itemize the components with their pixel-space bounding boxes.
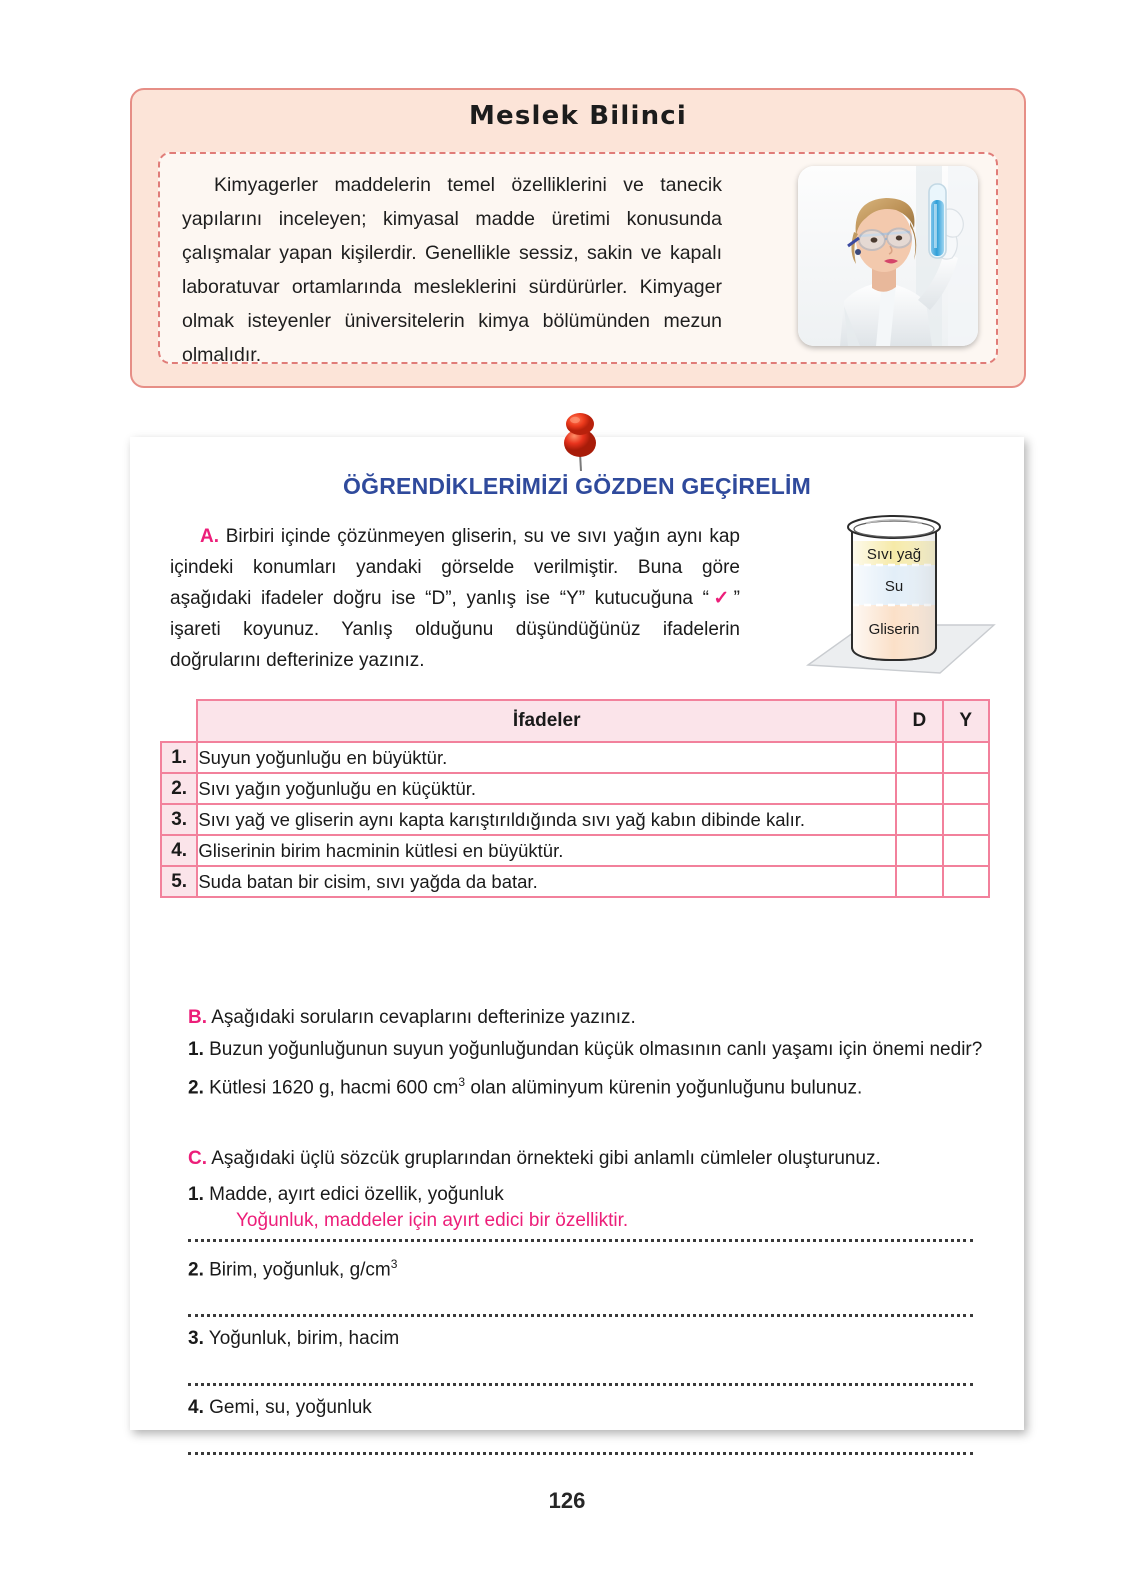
row-number: 2. — [161, 773, 197, 804]
section-a-text-part1: Birbiri içinde çözünmeyen gliserin, su ve sıvı yağın aynı kap içindeki konumları yandaki görselde verilmiştir. Buna göre aşağıdaki ifadeler doğru ise “D”, yanlış ise “Y” kutucuğuna “ — [170, 526, 740, 609]
row-statement: Gliserinin birim hacminin kütlesi en büyüktür. — [197, 835, 896, 866]
question-2-text-b: olan alüminyum kürenin yoğunluğunu bulunuz. — [465, 1077, 863, 1099]
c-item-2-text: Birim, yoğunluk, g/cm — [203, 1259, 391, 1281]
header-spacer — [161, 700, 197, 742]
table-row — [161, 804, 989, 835]
c-item-2-number: 2. — [188, 1259, 204, 1281]
row-number: 5. — [161, 866, 197, 897]
section-b-intro-text: Aşağıdaki soruların cevaplarını defterinize yazınız. — [207, 1007, 636, 1028]
beaker-label-oil: Sıvı yağ — [866, 546, 922, 563]
beaker-figure — [790, 497, 1000, 687]
section-a-letter: A. — [200, 526, 219, 547]
header-y: Y — [943, 700, 989, 742]
row-number: 3. — [161, 804, 197, 835]
section-c-item-4 — [156, 1392, 1001, 1424]
checkbox-d[interactable] — [896, 835, 942, 866]
checkbox-y[interactable] — [943, 866, 989, 897]
section-a-text-part2: ” işareti koyunuz. Yanlış olduğunu düşündüğünüz ifadelerin doğrularını defterinize yazınız. — [170, 588, 740, 671]
checkbox-d[interactable] — [896, 742, 942, 773]
question-2-text-a: Kütlesi 1620 g, hacmi 600 cm — [203, 1077, 459, 1099]
table-row — [161, 742, 989, 773]
c-item-1-number: 1. — [188, 1184, 204, 1205]
table-row — [161, 866, 989, 897]
c-item-2-exponent: 3 — [390, 1257, 398, 1271]
row-statement: Suda batan bir cisim, sıvı yağda da batar. — [197, 866, 896, 897]
question-2-exponent: 3 — [458, 1075, 466, 1089]
question-2-number: 2. — [188, 1077, 204, 1099]
checkbox-y[interactable] — [943, 742, 989, 773]
table-row — [161, 773, 989, 804]
page-number: 126 — [548, 1488, 586, 1513]
answer-line-4[interactable] — [188, 1426, 973, 1455]
row-statement: Suyun yoğunluğu en büyüktür. — [197, 742, 896, 773]
section-b-question-2 — [156, 1066, 1001, 1104]
section-c — [156, 1143, 1001, 1461]
section-c-item-3 — [156, 1323, 1001, 1355]
c-item-1-answer: Yoğunluk, maddeler için ayırt edici bir özelliktir. — [236, 1210, 629, 1231]
checkmark-icon: ✓ — [708, 588, 734, 609]
section-c-letter: C. — [188, 1148, 207, 1169]
review-card — [130, 437, 1024, 1430]
career-card-body-text: Kimyagerler maddelerin temel özelliklerini ve tanecik yapılarını inceleyen; kimyasal madde üretimi konusunda çalışmalar yapan kişilerdir. Genellikle sessiz, sakin ve kapalı laboratuvar ortamlarında mesleklerini sürdürürler. Kimyager olmak isteyenler üniversitelerin kimya bölümünden mezun olmalıdır. — [182, 174, 722, 366]
section-c-intro — [156, 1143, 1001, 1175]
header-statements: İfadeler — [197, 700, 896, 742]
checkbox-y[interactable] — [943, 773, 989, 804]
checkbox-y[interactable] — [943, 835, 989, 866]
c-item-1-text: Madde, ayırt edici özellik, yoğunluk — [203, 1184, 504, 1205]
question-1-text: Buzun yoğunluğunun suyun yoğunluğundan küçük olmasının canlı yaşamı için önemi nedir? — [203, 1039, 983, 1060]
career-card-inner-panel — [158, 152, 998, 364]
answer-line-2[interactable] — [188, 1288, 973, 1317]
table-header-row — [161, 700, 989, 742]
question-1-number: 1. — [188, 1039, 204, 1060]
section-c-intro-text: Aşağıdaki üçlü sözcük gruplarından örnekteki gibi anlamlı cümleler oluşturunuz. — [207, 1148, 881, 1169]
career-card-title: Meslek Bilinci — [468, 101, 688, 131]
c-item-3-number: 3. — [188, 1328, 204, 1350]
answer-line-1[interactable] — [188, 1210, 973, 1242]
table-row — [161, 835, 989, 866]
chemist-photo-illustration — [798, 166, 978, 346]
career-awareness-card — [130, 88, 1026, 388]
section-b-letter: B. — [188, 1007, 207, 1028]
pushpin-icon — [556, 409, 604, 477]
row-number: 4. — [161, 835, 197, 866]
section-b-intro — [156, 1002, 1001, 1034]
section-b — [156, 1002, 1001, 1104]
row-statement: Sıvı yağın yoğunluğu en küçüktür. — [197, 773, 896, 804]
section-a-paragraph — [170, 521, 740, 676]
checkbox-d[interactable] — [896, 804, 942, 835]
c-item-4-text: Gemi, su, yoğunluk — [203, 1397, 372, 1419]
c-item-4-number: 4. — [188, 1397, 204, 1419]
row-statement: Sıvı yağ ve gliserin aynı kapta karıştırıldığında sıvı yağ kabın dibinde kalır. — [197, 804, 896, 835]
section-a-text — [170, 521, 740, 676]
section-c-item-2 — [156, 1248, 1001, 1286]
review-heading: ÖĞRENDİKLERİMİZİ GÖZDEN GEÇİRELİM — [343, 473, 811, 499]
beaker-label-glycerin: Gliserin — [868, 621, 920, 638]
beaker-label-water: Su — [884, 578, 904, 595]
row-number: 1. — [161, 742, 197, 773]
c-item-3-text: Yoğunluk, birim, hacim — [203, 1328, 400, 1350]
header-d: D — [896, 700, 942, 742]
answer-line-3[interactable] — [188, 1357, 973, 1386]
statements-table — [160, 699, 990, 898]
section-b-question-1 — [156, 1034, 1001, 1066]
checkbox-d[interactable] — [896, 866, 942, 897]
chemist-photo — [798, 166, 978, 346]
checkbox-d[interactable] — [896, 773, 942, 804]
checkbox-y[interactable] — [943, 804, 989, 835]
